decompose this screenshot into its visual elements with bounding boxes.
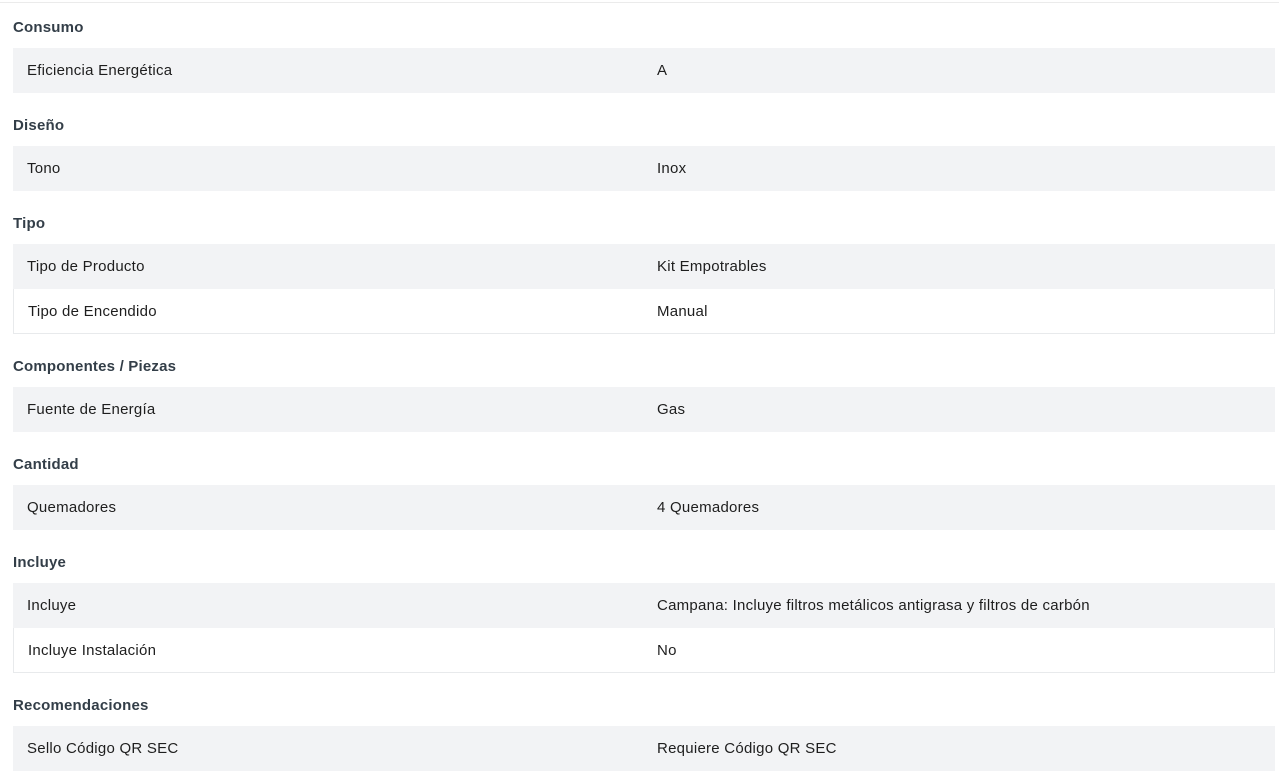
spec-value: 4 Quemadores (657, 499, 760, 516)
spec-label: Fuente de Energía (27, 401, 156, 418)
spec-row (13, 48, 1275, 93)
spec-label: Quemadores (27, 499, 117, 516)
spec-value: Gas (657, 401, 686, 418)
product-spec-table (0, 3, 1279, 771)
spec-row (13, 485, 1275, 530)
spec-section (13, 214, 1275, 334)
spec-row (13, 146, 1275, 191)
spec-label: Tipo de Producto (27, 258, 145, 275)
spec-section (13, 18, 1275, 93)
spec-section (13, 116, 1275, 191)
section-title: Tipo (13, 215, 46, 232)
spec-value: Campana: Incluye filtros metálicos antigrasa y filtros de carbón (657, 597, 1090, 614)
section-rows (13, 726, 1275, 771)
spec-label: Sello Código QR SEC (27, 740, 179, 757)
spec-label: Eficiencia Energética (27, 62, 173, 79)
spec-value: Kit Empotrables (657, 258, 767, 275)
spec-section (13, 455, 1275, 530)
section-rows (13, 146, 1275, 191)
spec-row (13, 289, 1275, 334)
spec-row (13, 387, 1275, 432)
section-title: Incluye (13, 554, 67, 571)
section-title: Consumo (13, 19, 84, 36)
spec-value: A (657, 62, 668, 79)
spec-row (13, 583, 1275, 628)
spec-value: Manual (657, 302, 708, 320)
section-title: Diseño (13, 117, 65, 134)
section-title: Cantidad (13, 456, 79, 473)
section-title: Componentes / Piezas (13, 358, 177, 375)
spec-label: Tipo de Encendido (28, 302, 157, 320)
section-rows (13, 244, 1275, 334)
section-rows (13, 48, 1275, 93)
spec-value: Inox (657, 160, 687, 177)
spec-section (13, 357, 1275, 432)
spec-section (13, 696, 1275, 771)
spec-label: Incluye (27, 597, 77, 614)
section-rows (13, 583, 1275, 673)
section-rows (13, 387, 1275, 432)
spec-label: Tono (27, 160, 61, 177)
spec-label: Incluye Instalación (28, 641, 157, 659)
spec-value: No (657, 641, 677, 659)
spec-section (13, 553, 1275, 673)
spec-value: Requiere Código QR SEC (657, 740, 837, 757)
section-rows (13, 485, 1275, 530)
spec-row (13, 726, 1275, 771)
spec-row (13, 628, 1275, 673)
section-title: Recomendaciones (13, 697, 149, 714)
spec-row (13, 244, 1275, 289)
